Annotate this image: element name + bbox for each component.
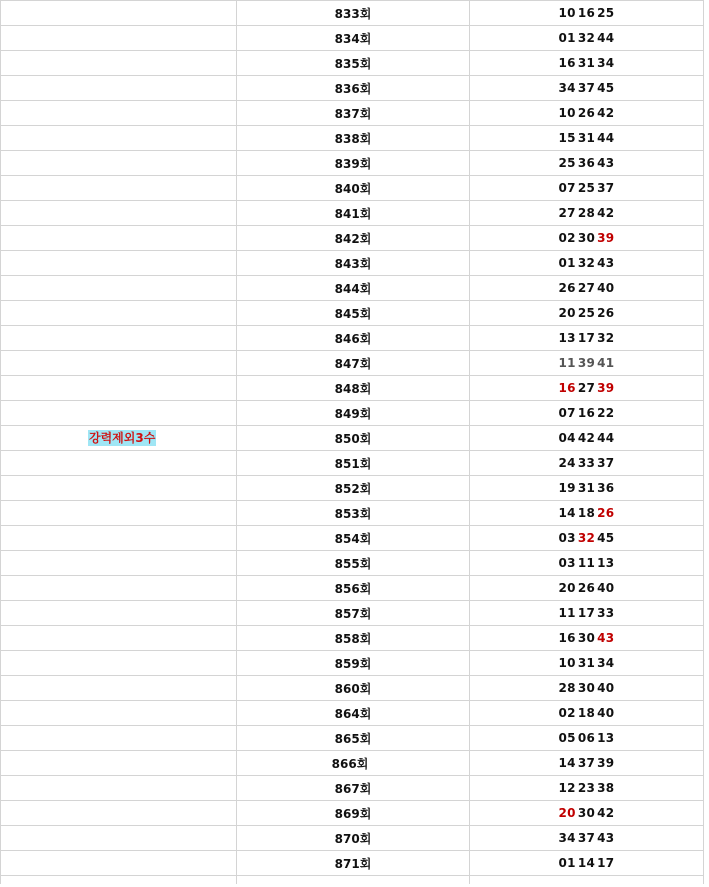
round-label: 835회 — [334, 56, 372, 71]
round-label: 843회 — [334, 256, 372, 271]
numbers-cell[interactable] — [470, 701, 704, 726]
label-cell[interactable] — [1, 26, 237, 51]
numbers-cell[interactable] — [470, 376, 704, 401]
round-cell[interactable] — [237, 801, 470, 826]
label-cell[interactable] — [1, 176, 237, 201]
number-value: 44 — [597, 31, 615, 45]
number-value: 17 — [577, 331, 596, 345]
round-cell[interactable] — [237, 101, 470, 126]
round-label: 836회 — [334, 81, 372, 96]
round-label: 842회 — [334, 231, 372, 246]
numbers-cell[interactable] — [470, 401, 704, 426]
number-value: 28 — [577, 206, 596, 220]
number-value: 43 — [597, 631, 615, 645]
numbers-cell[interactable] — [470, 776, 704, 801]
round-label: 851회 — [334, 456, 372, 471]
number-value: 16 — [558, 381, 576, 395]
label-cell[interactable] — [1, 326, 237, 351]
label-cell[interactable] — [1, 526, 237, 551]
table-row — [1, 401, 704, 426]
label-cell[interactable] — [1, 701, 237, 726]
number-value: 06 — [577, 731, 596, 745]
table-row — [1, 776, 704, 801]
label-cell[interactable] — [1, 201, 237, 226]
number-value: 37 — [597, 181, 615, 195]
round-cell[interactable] — [237, 176, 470, 201]
numbers-cell[interactable] — [470, 601, 704, 626]
number-value: 19 — [558, 481, 576, 495]
number-value: 01 — [558, 256, 576, 270]
number-value: 34 — [597, 56, 615, 70]
label-cell[interactable] — [1, 551, 237, 576]
number-value: 45 — [597, 81, 615, 95]
round-label: 867회 — [334, 781, 372, 796]
table-row — [1, 101, 704, 126]
number-value: 04 — [558, 431, 576, 445]
number-value: 13 — [597, 731, 615, 745]
number-value: 31 — [577, 481, 596, 495]
number-value: 23 — [577, 781, 596, 795]
round-cell[interactable] — [237, 76, 470, 101]
numbers-cell[interactable] — [470, 651, 704, 676]
numbers-cell[interactable] — [470, 276, 704, 301]
number-value: 43 — [597, 256, 615, 270]
number-value: 14 — [558, 506, 576, 520]
numbers-cell[interactable] — [470, 326, 704, 351]
table-row — [1, 251, 704, 276]
round-label: 864회 — [334, 706, 372, 721]
number-value: 11 — [577, 556, 596, 570]
label-cell[interactable] — [1, 426, 237, 451]
label-cell[interactable] — [1, 726, 237, 751]
number-value: 20 — [558, 306, 576, 320]
number-value: 42 — [597, 806, 615, 820]
number-value: 27 — [577, 381, 596, 395]
number-value: 42 — [597, 206, 615, 220]
label-cell[interactable] — [1, 651, 237, 676]
number-value: 28 — [558, 681, 576, 695]
numbers-cell[interactable] — [470, 676, 704, 701]
table-row — [1, 201, 704, 226]
label-cell[interactable] — [1, 351, 237, 376]
round-cell[interactable] — [237, 851, 470, 876]
number-value: 34 — [558, 81, 576, 95]
number-value: 13 — [558, 331, 576, 345]
table-row-partial — [1, 876, 704, 885]
number-value: 16 — [577, 406, 596, 420]
number-value: 39 — [577, 356, 596, 370]
table-row — [1, 526, 704, 551]
table-row — [1, 851, 704, 876]
number-value: 02 — [558, 231, 576, 245]
label-cell[interactable] — [1, 101, 237, 126]
round-cell[interactable] — [237, 601, 470, 626]
round-cell[interactable] — [237, 351, 470, 376]
round-label: 844회 — [334, 281, 372, 296]
number-value: 14 — [558, 756, 576, 770]
number-value: 32 — [577, 31, 596, 45]
table-row — [1, 751, 704, 776]
round-label: 848회 — [334, 381, 372, 396]
table-row — [1, 726, 704, 751]
number-value: 36 — [577, 156, 596, 170]
round-label: 837회 — [334, 106, 372, 121]
table-row — [1, 376, 704, 401]
number-value: 17 — [597, 856, 615, 870]
label-cell[interactable] — [1, 376, 237, 401]
round-label: 846회 — [334, 331, 372, 346]
table-row — [1, 176, 704, 201]
round-label: 855회 — [334, 556, 372, 571]
number-value: 16 — [577, 6, 596, 20]
numbers-cell[interactable] — [470, 351, 704, 376]
round-label: 833회 — [334, 6, 372, 21]
round-cell[interactable] — [237, 151, 470, 176]
number-value: 31 — [577, 656, 596, 670]
round-cell[interactable] — [237, 701, 470, 726]
number-value: 31 — [577, 56, 596, 70]
label-cell[interactable] — [1, 476, 237, 501]
table-row — [1, 276, 704, 301]
number-value: 32 — [597, 331, 615, 345]
table-row — [1, 801, 704, 826]
round-label: 858회 — [334, 631, 372, 646]
round-cell[interactable] — [237, 451, 470, 476]
round-cell[interactable] — [237, 826, 470, 851]
table-body — [1, 1, 704, 885]
number-value: 40 — [597, 581, 615, 595]
label-cell[interactable] — [1, 1, 237, 26]
round-label: 860회 — [334, 681, 372, 696]
number-value: 33 — [597, 606, 615, 620]
number-value: 26 — [577, 106, 596, 120]
round-label: 857회 — [334, 606, 372, 621]
table-row — [1, 676, 704, 701]
round-cell[interactable] — [237, 426, 470, 451]
round-label: 847회 — [334, 356, 372, 371]
number-value: 30 — [577, 681, 596, 695]
label-cell[interactable] — [1, 826, 237, 851]
number-value: 20 — [558, 581, 576, 595]
label-cell[interactable] — [1, 676, 237, 701]
number-value: 26 — [597, 306, 615, 320]
number-value: 30 — [577, 631, 596, 645]
table-row — [1, 51, 704, 76]
table-row — [1, 501, 704, 526]
round-label: 854회 — [334, 531, 372, 546]
table-row — [1, 626, 704, 651]
empty-cell[interactable] — [237, 876, 470, 885]
number-value: 34 — [597, 656, 615, 670]
round-cell[interactable] — [237, 1, 470, 26]
table-row — [1, 326, 704, 351]
label-cell[interactable] — [1, 51, 237, 76]
number-value: 42 — [577, 431, 596, 445]
number-value: 24 — [558, 456, 576, 470]
numbers-cell[interactable] — [470, 426, 704, 451]
number-value: 27 — [558, 206, 576, 220]
round-cell[interactable] — [237, 26, 470, 51]
round-label: 845회 — [334, 306, 372, 321]
round-cell[interactable] — [237, 776, 470, 801]
number-value: 38 — [597, 781, 615, 795]
number-value: 37 — [577, 756, 596, 770]
empty-cell[interactable] — [470, 876, 704, 885]
label-cell[interactable] — [1, 776, 237, 801]
round-cell[interactable] — [237, 676, 470, 701]
table-row — [1, 301, 704, 326]
number-value: 07 — [558, 406, 576, 420]
numbers-cell[interactable] — [470, 526, 704, 551]
number-value: 37 — [577, 831, 596, 845]
number-value: 39 — [597, 381, 615, 395]
number-value: 16 — [558, 631, 576, 645]
number-value: 44 — [597, 431, 615, 445]
round-label: 866회 — [331, 756, 369, 771]
label-cell[interactable] — [1, 226, 237, 251]
number-value: 13 — [597, 556, 615, 570]
number-value: 39 — [597, 231, 615, 245]
round-cell[interactable] — [237, 376, 470, 401]
number-value: 34 — [558, 831, 576, 845]
number-value: 45 — [597, 531, 615, 545]
number-value: 25 — [558, 156, 576, 170]
table-row — [1, 126, 704, 151]
number-value: 30 — [577, 231, 596, 245]
number-value: 26 — [558, 281, 576, 295]
number-value: 18 — [577, 506, 596, 520]
round-label: 841회 — [334, 206, 372, 221]
round-cell[interactable] — [237, 501, 470, 526]
table-row — [1, 26, 704, 51]
label-cell[interactable] — [1, 151, 237, 176]
number-value: 27 — [577, 281, 596, 295]
round-cell[interactable] — [237, 126, 470, 151]
numbers-cell[interactable] — [470, 551, 704, 576]
number-value: 37 — [597, 456, 615, 470]
round-cell[interactable] — [237, 51, 470, 76]
label-cell[interactable] — [1, 801, 237, 826]
round-label: 840회 — [334, 181, 372, 196]
table-row — [1, 451, 704, 476]
numbers-cell[interactable] — [470, 176, 704, 201]
round-label: 850회 — [334, 431, 372, 446]
number-value: 07 — [558, 181, 576, 195]
number-value: 43 — [597, 156, 615, 170]
number-value: 18 — [577, 706, 596, 720]
round-label: 859회 — [334, 656, 372, 671]
numbers-cell[interactable] — [470, 126, 704, 151]
numbers-cell[interactable] — [470, 251, 704, 276]
number-value: 01 — [558, 31, 576, 45]
number-value: 10 — [558, 106, 576, 120]
label-cell[interactable] — [1, 76, 237, 101]
round-label: 834회 — [334, 31, 372, 46]
table-row — [1, 76, 704, 101]
round-label: 849회 — [334, 406, 372, 421]
number-value: 11 — [558, 356, 576, 370]
exclusion-label: 강력제외3수 — [89, 431, 156, 445]
label-cell[interactable] — [1, 126, 237, 151]
number-value: 25 — [577, 181, 596, 195]
round-cell[interactable] — [237, 526, 470, 551]
table-row — [1, 551, 704, 576]
label-cell[interactable] — [1, 601, 237, 626]
round-label: 865회 — [334, 731, 372, 746]
number-value: 26 — [597, 506, 615, 520]
numbers-cell[interactable] — [470, 51, 704, 76]
numbers-cell[interactable] — [470, 801, 704, 826]
number-value: 15 — [558, 131, 576, 145]
number-value: 40 — [597, 706, 615, 720]
empty-cell[interactable] — [1, 876, 237, 885]
table-row — [1, 151, 704, 176]
round-cell[interactable] — [237, 201, 470, 226]
round-cell[interactable] — [237, 751, 470, 776]
numbers-cell[interactable] — [470, 226, 704, 251]
number-value: 16 — [558, 56, 576, 70]
numbers-cell[interactable] — [470, 476, 704, 501]
label-cell[interactable] — [1, 251, 237, 276]
number-value: 36 — [597, 481, 615, 495]
round-cell[interactable] — [237, 576, 470, 601]
number-value: 10 — [558, 656, 576, 670]
number-value: 37 — [577, 81, 596, 95]
number-value: 31 — [577, 131, 596, 145]
label-cell[interactable] — [1, 501, 237, 526]
table-row — [1, 601, 704, 626]
table-row — [1, 651, 704, 676]
round-cell[interactable] — [237, 476, 470, 501]
round-cell[interactable] — [237, 551, 470, 576]
table-row — [1, 426, 704, 451]
label-cell[interactable] — [1, 576, 237, 601]
number-value: 26 — [577, 581, 596, 595]
round-cell[interactable] — [237, 226, 470, 251]
label-cell[interactable] — [1, 451, 237, 476]
label-cell[interactable] — [1, 401, 237, 426]
number-value: 12 — [558, 781, 576, 795]
table-row — [1, 701, 704, 726]
label-cell[interactable] — [1, 301, 237, 326]
numbers-cell[interactable] — [470, 626, 704, 651]
number-value: 32 — [577, 256, 596, 270]
number-value: 02 — [558, 706, 576, 720]
numbers-cell[interactable] — [470, 501, 704, 526]
number-value: 44 — [597, 131, 615, 145]
round-cell[interactable] — [237, 651, 470, 676]
round-cell[interactable] — [237, 626, 470, 651]
number-value: 30 — [577, 806, 596, 820]
round-label: 870회 — [334, 831, 372, 846]
round-cell[interactable] — [237, 326, 470, 351]
numbers-cell[interactable] — [470, 451, 704, 476]
number-value: 11 — [558, 606, 576, 620]
number-value: 42 — [597, 106, 615, 120]
number-value: 05 — [558, 731, 576, 745]
table-row — [1, 576, 704, 601]
round-label: 852회 — [334, 481, 372, 496]
number-value: 41 — [597, 356, 615, 370]
number-value: 43 — [597, 831, 615, 845]
number-value: 39 — [597, 756, 615, 770]
number-value: 03 — [558, 556, 576, 570]
number-value: 14 — [577, 856, 596, 870]
number-value: 01 — [558, 856, 576, 870]
numbers-cell[interactable] — [470, 301, 704, 326]
number-value: 03 — [558, 531, 576, 545]
numbers-cell[interactable] — [470, 101, 704, 126]
number-value: 32 — [577, 531, 596, 545]
round-cell[interactable] — [237, 251, 470, 276]
round-label: 871회 — [334, 856, 372, 871]
round-label: 838회 — [334, 131, 372, 146]
round-label: 853회 — [334, 506, 372, 521]
number-value: 33 — [577, 456, 596, 470]
table-row — [1, 476, 704, 501]
round-cell[interactable] — [237, 401, 470, 426]
number-value: 20 — [558, 806, 576, 820]
number-value: 25 — [577, 306, 596, 320]
numbers-cell[interactable] — [470, 201, 704, 226]
number-value: 10 — [558, 6, 576, 20]
round-label: 839회 — [334, 156, 372, 171]
numbers-cell[interactable] — [470, 851, 704, 876]
numbers-cell[interactable] — [470, 76, 704, 101]
numbers-cell[interactable] — [470, 151, 704, 176]
table-row — [1, 351, 704, 376]
number-value: 17 — [577, 606, 596, 620]
table-row — [1, 1, 704, 26]
round-cell[interactable] — [237, 726, 470, 751]
number-value: 40 — [597, 681, 615, 695]
numbers-cell[interactable] — [470, 576, 704, 601]
table-row — [1, 226, 704, 251]
round-label: 856회 — [334, 581, 372, 596]
table-row — [1, 826, 704, 851]
number-value: 40 — [597, 281, 615, 295]
numbers-cell[interactable] — [470, 726, 704, 751]
numbers-cell[interactable] — [470, 26, 704, 51]
numbers-cell[interactable] — [470, 826, 704, 851]
label-cell[interactable] — [1, 851, 237, 876]
round-cell[interactable] — [237, 276, 470, 301]
numbers-cell[interactable] — [470, 751, 704, 776]
round-label: 869회 — [334, 806, 372, 821]
label-cell[interactable] — [1, 626, 237, 651]
number-value: 25 — [597, 6, 615, 20]
number-value: 22 — [597, 406, 615, 420]
numbers-cell[interactable] — [470, 1, 704, 26]
round-cell[interactable] — [237, 301, 470, 326]
label-cell[interactable] — [1, 276, 237, 301]
label-cell[interactable] — [1, 751, 237, 776]
